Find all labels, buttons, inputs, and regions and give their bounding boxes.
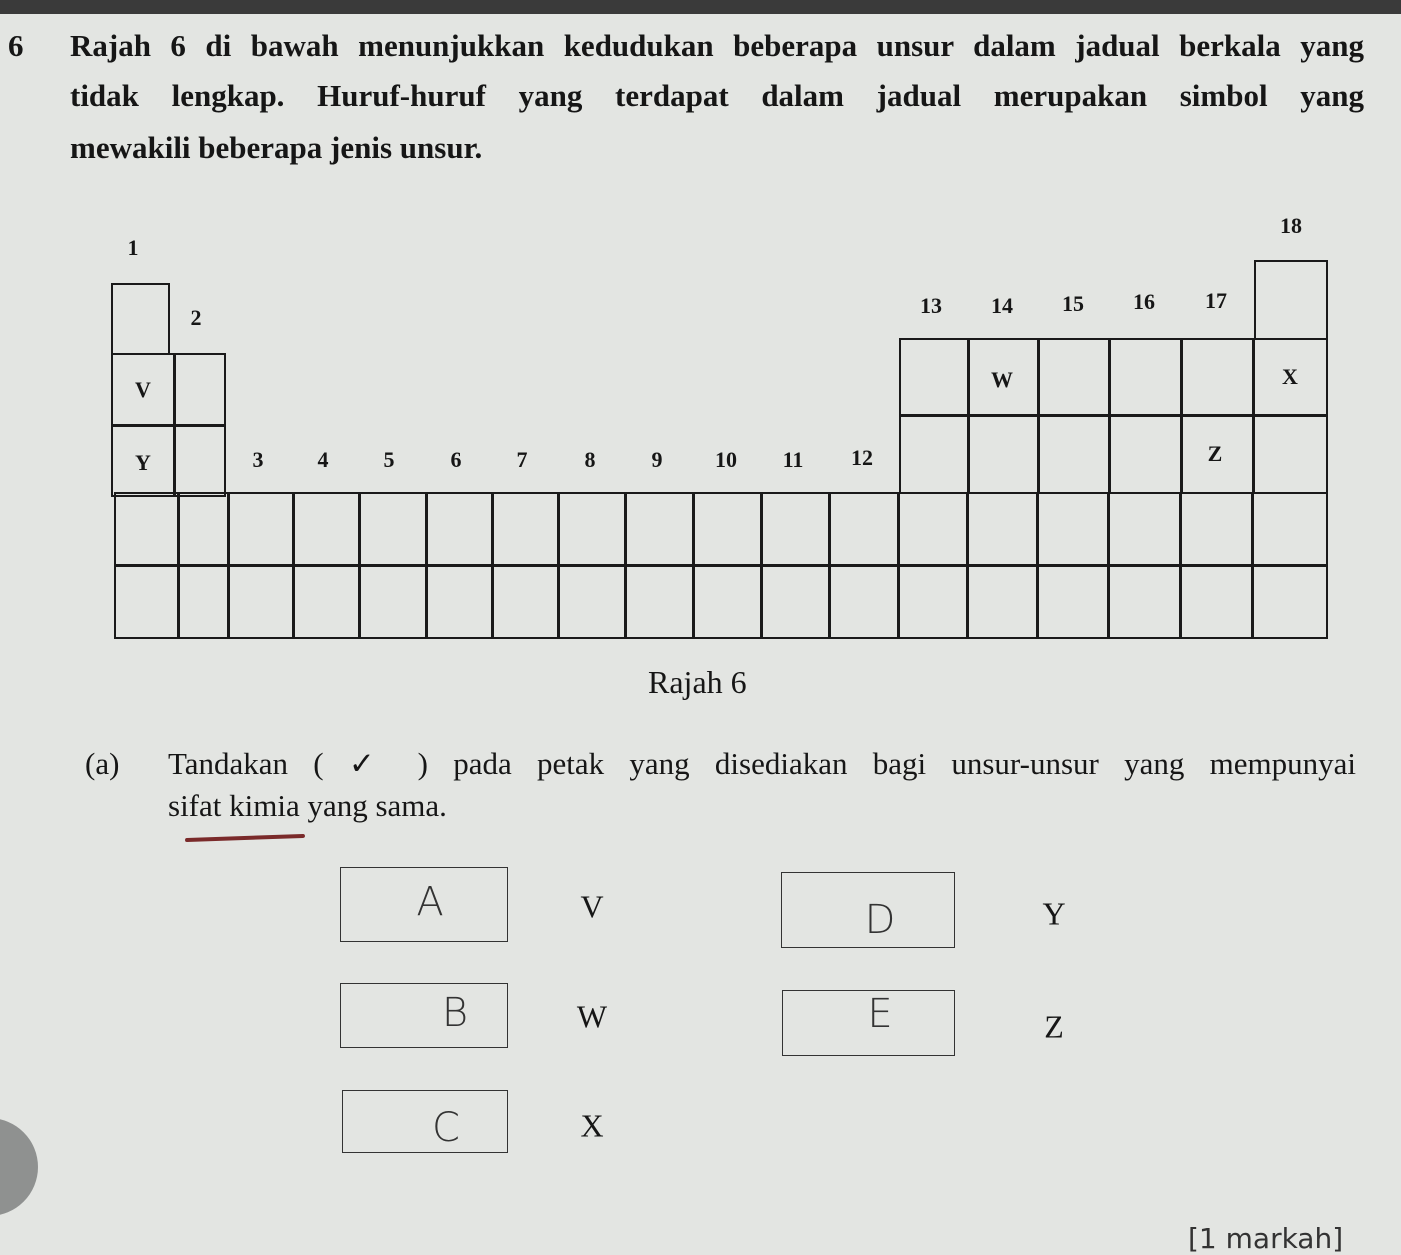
bb-v4 (358, 492, 361, 639)
question-number: 6 (8, 28, 24, 63)
group-label-16: 16 (1133, 289, 1155, 314)
left-block-divider (111, 424, 226, 427)
handwritten-letter-d: D (864, 897, 896, 943)
bb-v9 (692, 492, 695, 639)
element-symbol-x: X (1282, 364, 1298, 389)
bb-v13 (966, 492, 969, 639)
handwritten-letter-e: E (867, 991, 893, 1037)
bb-v2 (227, 492, 230, 639)
bb-v15 (1107, 492, 1110, 639)
figure-caption: Rajah 6 (648, 664, 747, 700)
part-a-text-line-1: Tandakan ( ✓ ) pada petak yang disediakan bagi unsur-unsur yang mempunyai (168, 746, 1356, 781)
cell-period1-group1 (111, 283, 170, 355)
group-label-8: 8 (584, 447, 596, 472)
tick-box-x[interactable] (342, 1090, 508, 1153)
group-label-13: 13 (920, 293, 942, 318)
element-symbol-w: W (991, 367, 1013, 392)
group-label-17: 17 (1205, 288, 1227, 313)
rb-v4 (1180, 338, 1183, 494)
finger-shadow (0, 1118, 38, 1216)
bb-v3 (292, 492, 295, 639)
group-label-3: 3 (252, 447, 264, 472)
handwritten-letter-a: A (416, 879, 444, 925)
group-label-6: 6 (450, 447, 462, 472)
part-a-label: (a) (85, 746, 120, 781)
handwritten-underline (185, 834, 305, 842)
rb-v1 (967, 338, 970, 494)
option-letter-v: V (580, 888, 604, 925)
tick-box-w[interactable] (340, 983, 508, 1048)
left-block-vdivider (173, 353, 176, 497)
bottom-block-divider (114, 564, 1328, 567)
part-a-text-line-2: sifat kimia yang sama. (168, 788, 447, 823)
element-symbol-v: V (135, 377, 151, 402)
bb-v7 (557, 492, 560, 639)
group-label-2: 2 (190, 305, 202, 330)
group-label-12: 12 (851, 445, 873, 470)
bb-v14 (1036, 492, 1039, 639)
bb-v5 (425, 492, 428, 639)
group-label-14: 14 (991, 293, 1013, 318)
bb-v16 (1179, 492, 1182, 639)
bb-v17 (1251, 492, 1254, 639)
rb-v3 (1108, 338, 1111, 494)
bb-v1 (177, 492, 180, 639)
bb-v11 (828, 492, 831, 639)
group-label-1: 1 (127, 235, 139, 260)
handwritten-letter-c: C (432, 1105, 460, 1151)
group-label-15: 15 (1062, 291, 1084, 316)
bb-v12 (897, 492, 900, 639)
element-symbol-y: Y (135, 450, 151, 475)
element-symbol-z: Z (1207, 441, 1223, 466)
bb-v6 (491, 492, 494, 639)
group-label-9: 9 (651, 447, 663, 472)
question-text-line-3: mewakili beberapa jenis unsur. (70, 130, 483, 165)
question-text-line-2: tidak lengkap. Huruf-huruf yang terdapat dalam jadual merupakan simbol yang (70, 78, 1364, 113)
option-letter-x: X (580, 1107, 604, 1144)
group-label-11: 11 (782, 447, 804, 472)
question-text-line-1: Rajah 6 di bawah menunjukkan kedudukan beberapa unsur dalam jadual berkala yang (70, 28, 1364, 63)
rb-v5 (1252, 338, 1255, 494)
top-dark-edge (0, 0, 1401, 14)
group-label-7: 7 (516, 447, 528, 472)
bb-v10 (760, 492, 763, 639)
option-letter-w: W (576, 998, 608, 1035)
option-letter-z: Z (1044, 1008, 1064, 1045)
option-letter-y: Y (1042, 895, 1066, 932)
handwritten-letter-b: B (441, 990, 469, 1036)
marks-allocation: [1 markah] (1188, 1222, 1344, 1255)
group-label-18: 18 (1280, 213, 1302, 238)
bb-v8 (624, 492, 627, 639)
cell-period1-group18 (1254, 260, 1328, 340)
right-block-divider (899, 414, 1328, 417)
group-label-5: 5 (383, 447, 395, 472)
rb-v2 (1037, 338, 1040, 494)
group-label-4: 4 (317, 447, 329, 472)
group-label-10: 10 (715, 447, 737, 472)
